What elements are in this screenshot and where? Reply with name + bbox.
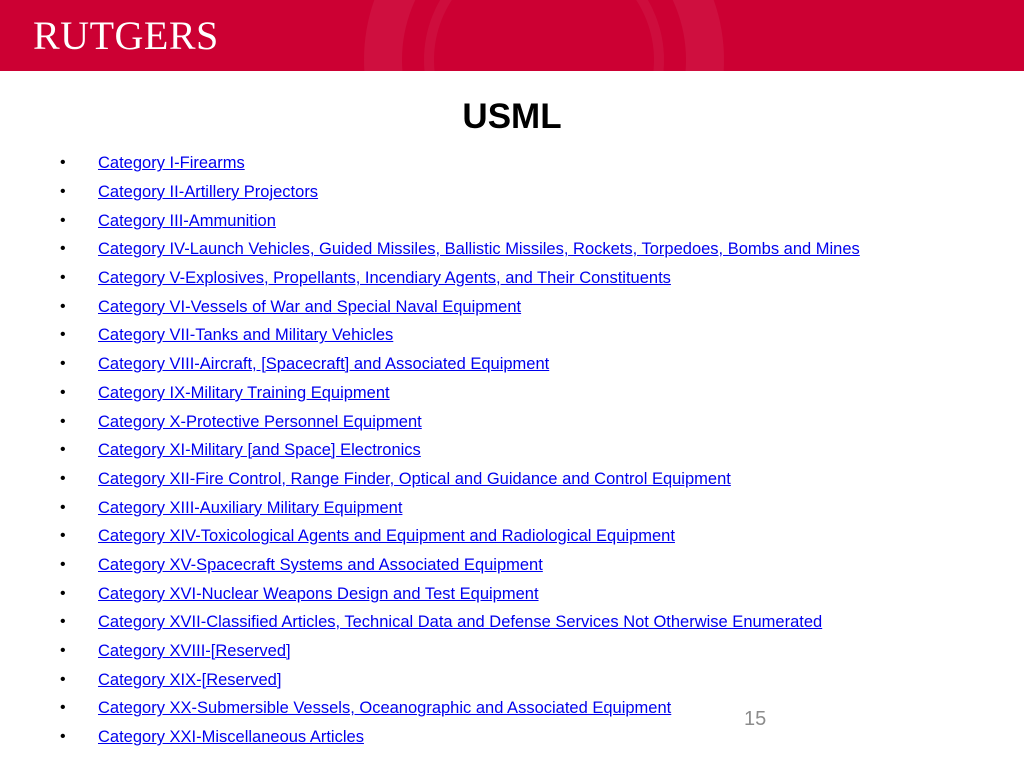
list-item: [60, 579, 960, 608]
list-item: [60, 465, 960, 494]
list-item: [60, 551, 960, 580]
bullet-icon: •: [60, 412, 66, 430]
bullet-icon: •: [60, 498, 66, 516]
bullet-icon: •: [60, 441, 66, 459]
category-link[interactable]: Category VIII-Aircraft, [Spacecraft] and Associated Equipment: [98, 355, 550, 374]
list-item: [60, 350, 960, 379]
category-link[interactable]: Category III-Ammunition: [98, 211, 276, 230]
category-link[interactable]: Category XII-Fire Control, Range Finder, Optical and Guidance and Control Equipment: [98, 469, 731, 488]
header-banner: [0, 0, 1024, 71]
list-item: [60, 292, 960, 321]
bullet-icon: •: [60, 670, 66, 688]
bullet-icon: •: [60, 527, 66, 545]
category-link[interactable]: Category V-Explosives, Propellants, Incendiary Agents, and Their Constituents: [98, 269, 671, 288]
bullet-icon: •: [60, 469, 66, 487]
bullet-icon: •: [60, 642, 66, 660]
list-item: [60, 493, 960, 522]
category-link[interactable]: Category IX-Military Training Equipment: [98, 383, 390, 402]
category-link[interactable]: Category XIII-Auxiliary Military Equipment: [98, 498, 403, 517]
list-item: [60, 522, 960, 551]
category-link[interactable]: Category XXI-Miscellaneous Articles: [98, 728, 364, 747]
category-link[interactable]: Category VI-Vessels of War and Special Naval Equipment: [98, 297, 522, 316]
list-item: [60, 637, 960, 666]
category-link[interactable]: Category XI-Military [and Space] Electronics: [98, 441, 421, 460]
rutgers-logo: RUTGERS: [33, 13, 219, 58]
list-item: [60, 665, 960, 694]
category-link[interactable]: Category XV-Spacecraft Systems and Associated Equipment: [98, 555, 543, 574]
bullet-icon: •: [60, 584, 66, 602]
list-item: [60, 178, 960, 207]
bullet-icon: •: [60, 355, 66, 373]
slide-title: USML: [462, 97, 562, 136]
category-link[interactable]: Category IV-Launch Vehicles, Guided Missiles, Ballistic Missiles, Rockets, Torpedoes, Bombs and Mines: [98, 240, 860, 259]
list-item: [60, 149, 960, 178]
list-item: [60, 321, 960, 350]
bullet-icon: •: [60, 154, 66, 172]
category-link[interactable]: Category XIV-Toxicological Agents and Equipment and Radiological Equipment: [98, 527, 675, 546]
bullet-icon: •: [60, 555, 66, 573]
list-item: [60, 235, 960, 264]
bullet-icon: •: [60, 699, 66, 717]
list-item: [60, 608, 960, 637]
bullet-icon: •: [60, 211, 66, 229]
bullet-icon: •: [60, 613, 66, 631]
list-item: [60, 407, 960, 436]
bullet-icon: •: [60, 383, 66, 401]
category-link[interactable]: Category XVII-Classified Articles, Technical Data and Defense Services Not Otherwise Enumerated: [98, 613, 823, 632]
list-item: [60, 379, 960, 408]
page-number: 15: [744, 708, 767, 730]
bullet-icon: •: [60, 269, 66, 287]
list-item: [60, 723, 960, 752]
category-link[interactable]: Category VII-Tanks and Military Vehicles: [98, 326, 394, 345]
category-link[interactable]: Category XVI-Nuclear Weapons Design and Test Equipment: [98, 584, 539, 603]
category-link[interactable]: Category I-Firearms: [98, 154, 245, 173]
category-list: [60, 149, 960, 751]
list-item: [60, 206, 960, 235]
seal-watermark-inner: [424, 0, 664, 71]
category-link[interactable]: Category XX-Submersible Vessels, Oceanographic and Associated Equipment: [98, 699, 672, 718]
list-item: [60, 436, 960, 465]
list-item: [60, 694, 960, 723]
bullet-icon: •: [60, 728, 66, 746]
bullet-icon: •: [60, 297, 66, 315]
category-link[interactable]: Category XIX-[Reserved]: [98, 670, 282, 689]
category-link[interactable]: Category XVIII-[Reserved]: [98, 642, 291, 661]
list-item: [60, 264, 960, 293]
bullet-icon: •: [60, 240, 66, 258]
bullet-icon: •: [60, 326, 66, 344]
category-link[interactable]: Category II-Artillery Projectors: [98, 183, 319, 202]
bullet-icon: •: [60, 183, 66, 201]
category-link[interactable]: Category X-Protective Personnel Equipment: [98, 412, 422, 431]
